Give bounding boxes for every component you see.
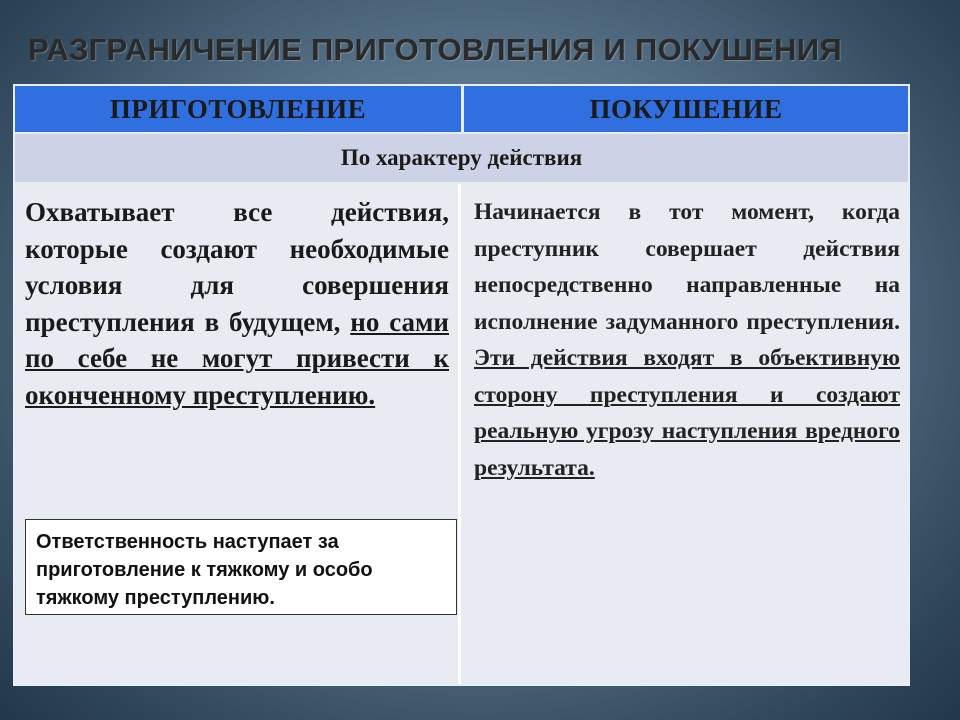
attempt-cell xyxy=(464,184,908,684)
column-header-preparation: ПРИГОТОВЛЕНИЕ xyxy=(15,86,461,132)
attempt-description xyxy=(474,194,900,486)
preparation-description xyxy=(25,194,449,413)
criterion-row-header: По характеру действия xyxy=(15,134,908,182)
liability-note: Ответственность наступает за приготовление к тяжкому и особо тяжкому преступлению. xyxy=(25,519,457,615)
slide-title: РАЗГРАНИЧЕНИЕ ПРИГОТОВЛЕНИЯ И ПОКУШЕНИЯ xyxy=(28,32,842,67)
preparation-text-emphasis: но сами по себе не могут привести к оконченному преступлению. xyxy=(25,306,449,410)
attempt-text: Начинается в тот момент, когда преступник совершает действия непосредственно направленные на исполнение задуманного преступления. xyxy=(474,199,900,335)
column-header-attempt: ПОКУШЕНИЕ xyxy=(464,86,908,132)
attempt-text-emphasis: Эти действия входят в объективную сторону преступления и создают реальную угрозу наступления вредного результата. xyxy=(474,345,900,481)
preparation-text: Охватывает все действия, которые создают необходимые условия для совершения преступления в будущем, xyxy=(25,197,449,337)
